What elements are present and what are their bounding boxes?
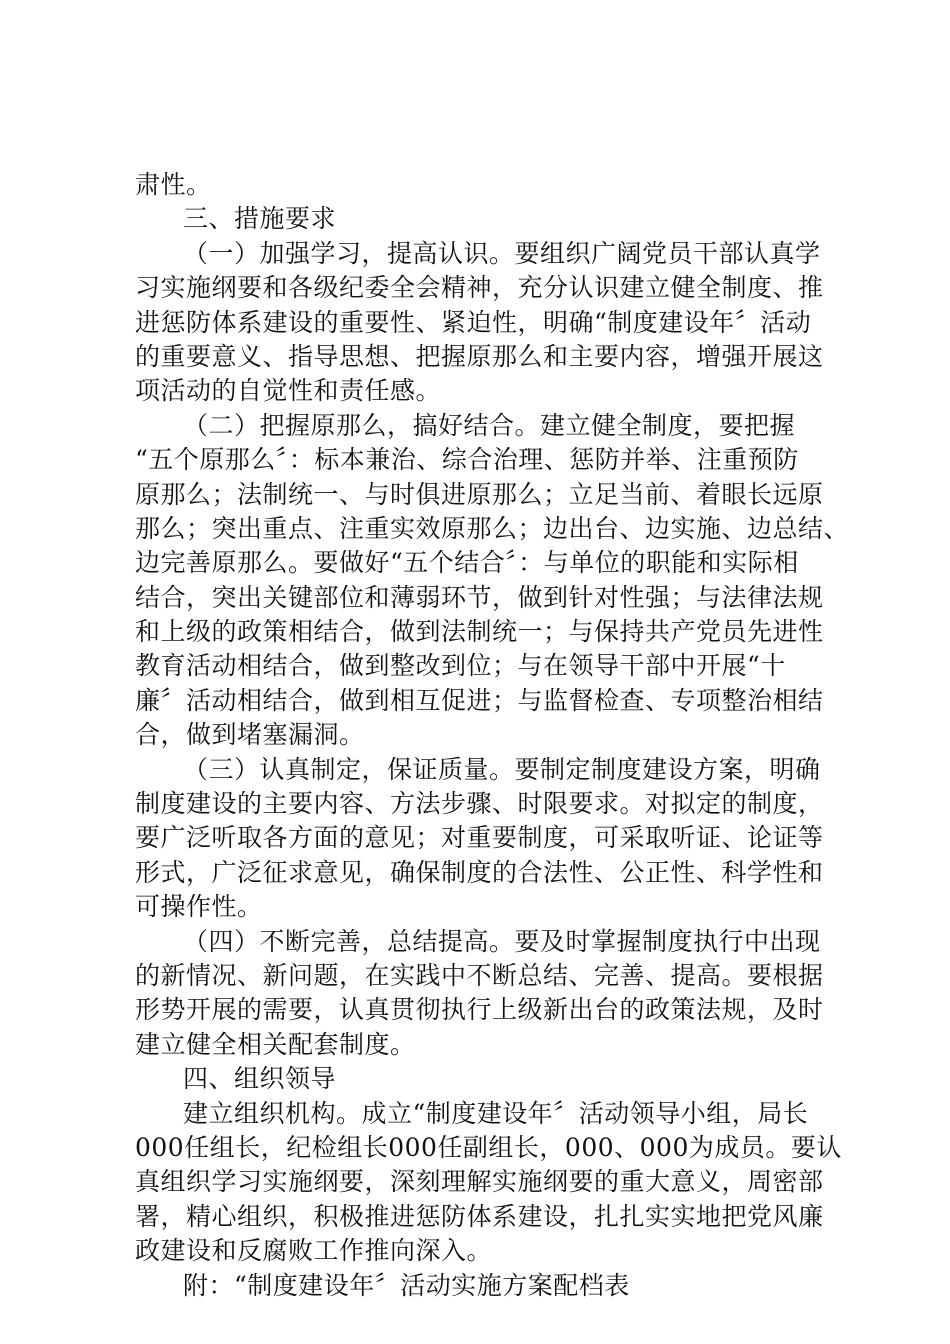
text-line: 和上级的政策相结合，做到法制统一；与保持共产党员先进性 bbox=[135, 617, 824, 647]
text-line: （四）不断完善，总结提高。要及时掌握制度执行中出现 bbox=[183, 926, 821, 956]
attachment-line: 附：“制度建设年〞活动实施方案配档表 bbox=[183, 1270, 630, 1300]
text-line: 合，做到堵塞漏洞。 bbox=[135, 720, 365, 750]
text-line: 政建设和反腐败工作推向深入。 bbox=[135, 1236, 493, 1266]
text-line: 原那么；法制统一、与时俱进原那么；立足当前、着眼长远原 bbox=[135, 479, 824, 509]
text-line: 署，精心组织，积极推进惩防体系建设，扎扎实实地把党风廉 bbox=[135, 1201, 824, 1231]
text-line: 结合，突出关键部位和薄弱环节，做到针对性强；与法律法规 bbox=[135, 582, 824, 612]
text-line: 的新情况、新问题，在实践中不断总结、完善、提高。要根据 bbox=[135, 960, 824, 990]
text-line: 建立组织机构。成立“制度建设年〞活动领导小组，局长 bbox=[183, 1098, 809, 1128]
text-line: 真组织学习实施纲要，深刻理解实施纲要的重大意义，周密部 bbox=[135, 1167, 824, 1197]
text-line: 可操作性。 bbox=[135, 892, 263, 922]
text-line: 肃性。 bbox=[135, 170, 212, 199]
text-line: 形式，广泛征求意见，确保制度的合法性、公正性、科学性和 bbox=[135, 857, 824, 887]
text-line: 项活动的自觉性和责任感。 bbox=[135, 376, 442, 406]
document-body bbox=[135, 168, 850, 1303]
text-line: （三）认真制定，保证质量。要制定制度建设方案，明确 bbox=[183, 754, 821, 784]
text-line: 进惩防体系建设的重要性、紧迫性，明确“制度建设年〞活动 bbox=[135, 307, 812, 337]
text-line: 廉〞活动相结合，做到相互促进；与监督检查、专项整治相结 bbox=[135, 685, 824, 715]
text-line: 制度建设的主要内容、方法步骤、时限要求。对拟定的制度， bbox=[135, 789, 824, 819]
text-line: 边完善原那么。要做好“五个结合〞：与单位的职能和实际相 bbox=[135, 548, 799, 578]
text-line: 的重要意义、指导思想、把握原那么和主要内容，增强开展这 bbox=[135, 341, 824, 371]
text-line: （一）加强学习，提高认识。要组织广阔党员干部认真学 bbox=[183, 238, 821, 268]
text-line: 教育活动相结合，做到整改到位；与在领导干部中开展“十 bbox=[135, 651, 786, 681]
section-heading-leadership: 四、组织领导 bbox=[183, 1064, 337, 1094]
text-line: 要广泛听取各方面的意见；对重要制度，可采取听证、论证等 bbox=[135, 823, 824, 853]
text-line: （二）把握原那么，搞好结合。建立健全制度，要把握 bbox=[183, 410, 796, 440]
text-line: 000任组长，纪检组长000任副组长，000、000为成员。要认 bbox=[135, 1132, 842, 1162]
text-line: “五个原那么〞：标本兼治、综合治理、惩防并举、注重预防 bbox=[135, 445, 799, 475]
section-heading-measures: 三、措施要求 bbox=[183, 204, 337, 234]
text-line: 习实施纲要和各级纪委全会精神，充分认识建立健全制度、推 bbox=[135, 273, 824, 303]
text-line: 建立健全相关配套制度。 bbox=[135, 1029, 416, 1059]
text-line: 那么；突出重点、注重实效原那么；边出台、边实施、边总结、 bbox=[135, 513, 850, 543]
text-line: 形势开展的需要，认真贯彻执行上级新出台的政策法规，及时 bbox=[135, 995, 824, 1025]
